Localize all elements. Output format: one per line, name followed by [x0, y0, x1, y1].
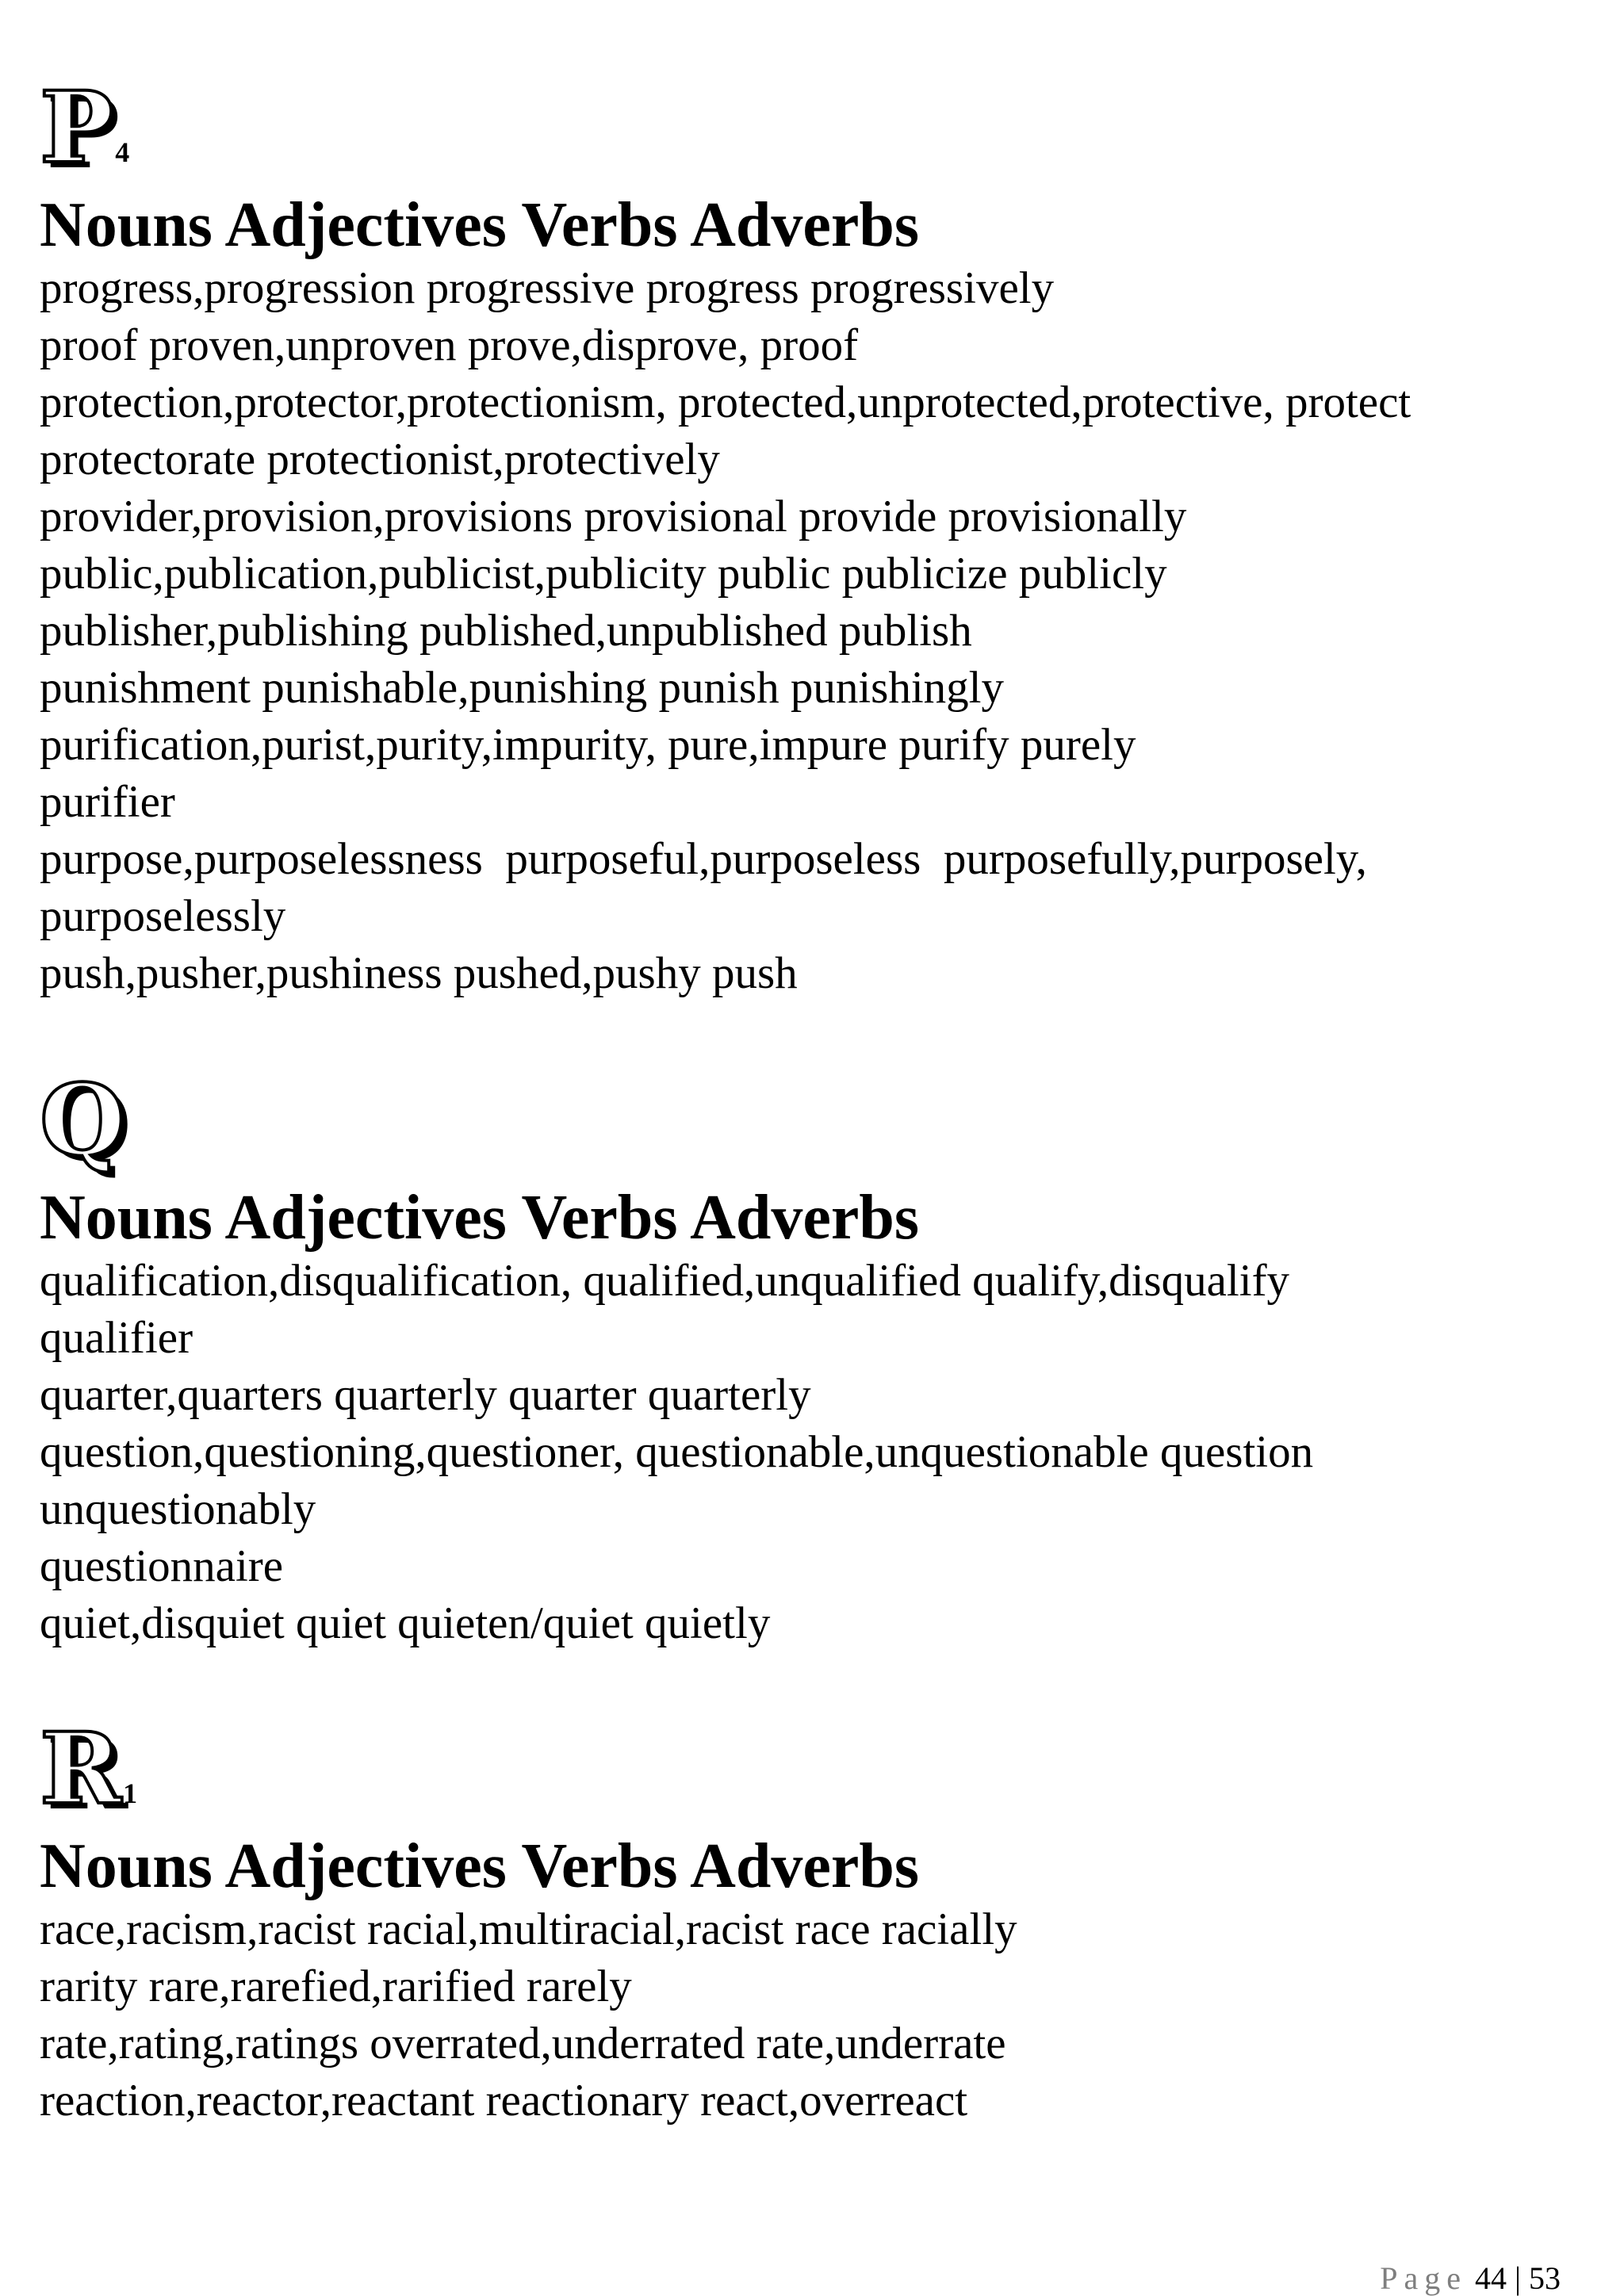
section-letter: [40, 71, 1594, 186]
section-letter: [40, 1712, 1594, 1827]
letter-heading: R: [40, 1712, 122, 1827]
word-family-line: punishment punishable,punishing punish punishingly: [40, 663, 1005, 713]
word-family-line: purification,purist,purity,impurity, pure,impure purify purely: [40, 720, 1136, 770]
word-family-line: qualifier: [40, 1313, 193, 1363]
letter-heading: P: [40, 71, 114, 186]
word-family-line: purpose,purposelessness purposeful,purposeless purposefully,purposely,: [40, 834, 1367, 884]
word-family-line: push,pusher,pushiness pushed,pushy push: [40, 948, 798, 998]
letter-subscript: 1: [123, 1777, 138, 1809]
section-letter: [40, 1063, 1594, 1178]
word-family-line: provider,provision,provisions provisional provide provisionally: [40, 492, 1187, 541]
word-family-line: protection,protector,protectionism, protected,unprotected,protective, protect: [40, 377, 1411, 427]
word-family-line: rate,rating,ratings overrated,underrated rate,underrate: [40, 2019, 1006, 2068]
word-family-line: purifier: [40, 777, 175, 827]
page-number: 44 | 53: [1474, 2260, 1561, 2296]
word-family-line: question,questioning,questioner, questionable,unquestionable question: [40, 1427, 1314, 1477]
word-family-line: race,racism,racist racial,multiracial,racist race racially: [40, 1904, 1017, 1954]
letter-heading: Q: [40, 1063, 126, 1178]
section-p: [40, 71, 1594, 1002]
word-family-line: purposelessly: [40, 891, 286, 941]
word-family-line: reaction,reactor,reactant reactionary react,overreact: [40, 2076, 968, 2126]
word-list: [40, 1253, 1594, 1652]
word-family-line: quarter,quarters quarterly quarter quarterly: [40, 1370, 811, 1420]
letter-subscript: 4: [115, 136, 130, 168]
word-family-line: progress,progression progressive progress progressively: [40, 263, 1055, 313]
word-family-line: questionnaire: [40, 1541, 284, 1591]
word-family-line: qualification,disqualification, qualified,unqualified qualify,disqualify: [40, 1256, 1290, 1306]
section-r: [40, 1712, 1594, 2130]
word-family-line: unquestionably: [40, 1484, 316, 1534]
word-family-line: publisher,publishing published,unpublished publish: [40, 606, 972, 656]
column-header: Nouns Adjectives Verbs Adverbs: [40, 1183, 920, 1253]
page-footer: [1380, 2261, 1561, 2296]
word-family-line: quiet,disquiet quiet quieten/quiet quietly: [40, 1598, 771, 1648]
word-list: [40, 260, 1594, 1002]
word-list: [40, 1901, 1594, 2130]
word-family-line: public,publication,publicist,publicity public publicize publicly: [40, 549, 1167, 599]
word-family-line: proof proven,unproven prove,disprove, proof: [40, 320, 859, 370]
word-family-line: rarity rare,rarefied,rarified rarely: [40, 1961, 632, 2011]
word-family-line: protectorate protectionist,protectively: [40, 434, 720, 484]
column-header: Nouns Adjectives Verbs Adverbs: [40, 190, 920, 260]
section-q: [40, 1063, 1594, 1652]
column-header: Nouns Adjectives Verbs Adverbs: [40, 1831, 920, 1901]
page-label: Page: [1380, 2260, 1467, 2296]
